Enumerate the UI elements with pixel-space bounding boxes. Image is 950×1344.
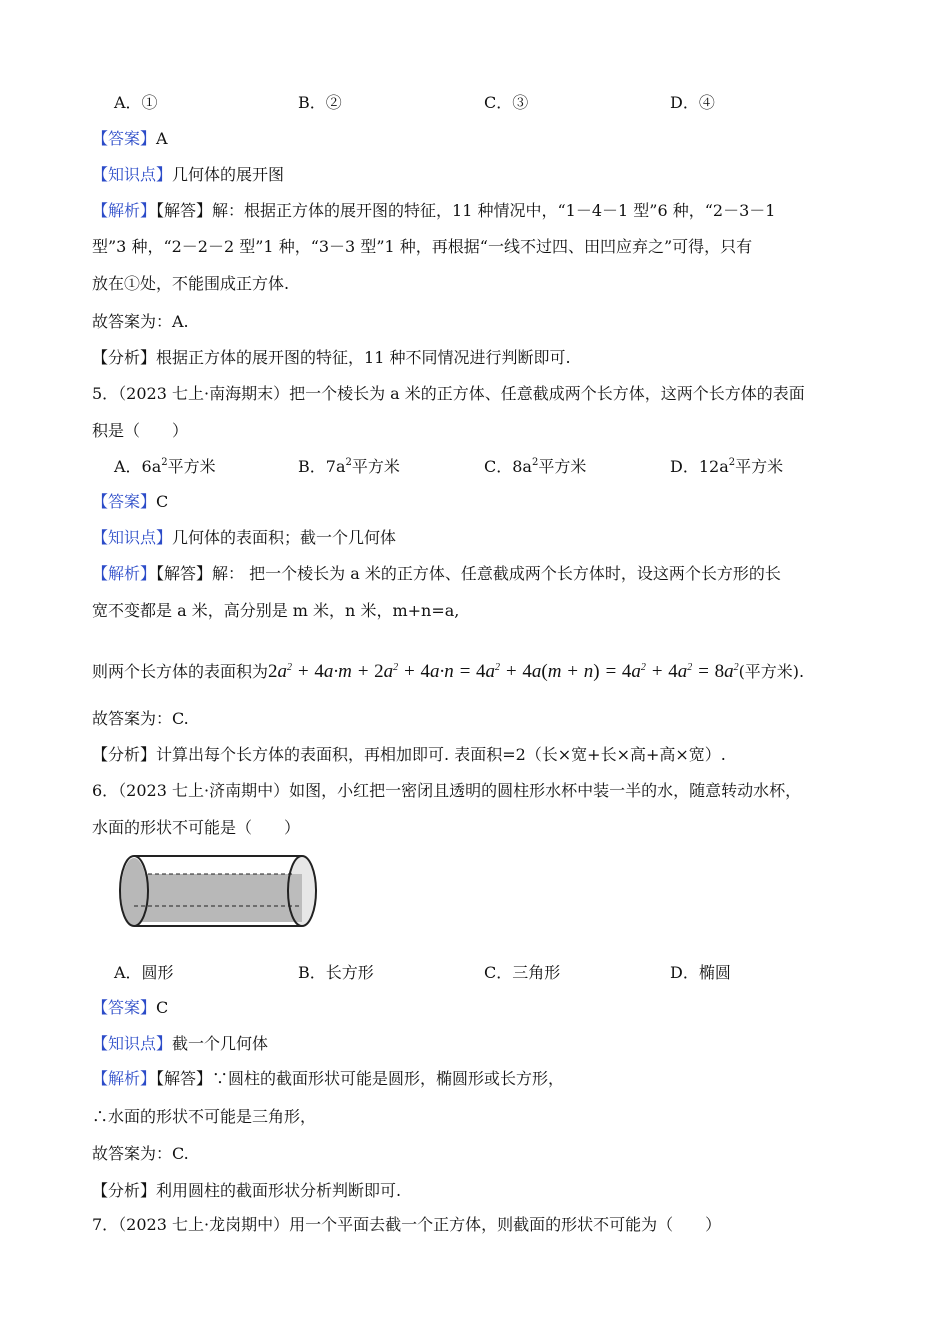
analysis-tag: 【分析】 <box>92 1181 157 1200</box>
q4-analysis <box>92 347 870 369</box>
q4-solution-line-1 <box>92 200 870 222</box>
analysis-tag: 【分析】 <box>92 348 157 367</box>
q5-option-a <box>114 456 216 478</box>
surface-area-equation: $2a^2 + 4a\cdot m + 2a^2 + 4a\cdot n = 4a^2 + 4a(m + n) = 4a^2 + 4a^2 = 8a^2$ <box>268 661 739 682</box>
knowledge-tag: 【知识点】 <box>92 528 173 547</box>
option-text: A．6a <box>114 457 162 476</box>
answer-value: C <box>156 998 169 1017</box>
q5-option-c <box>484 456 586 478</box>
knowledge-tag: 【知识点】 <box>92 1034 173 1053</box>
equation-suffix: (平方米). <box>738 662 805 681</box>
q4-conclusion: 故答案为：A. <box>92 312 189 331</box>
q5-option-d <box>670 456 783 478</box>
option-unit: 平方米 <box>167 457 216 476</box>
solution-text: 【解答】∵圆柱的截面形状可能是圆形，椭圆形或长方形， <box>156 1069 565 1088</box>
option-unit: 平方米 <box>735 457 784 476</box>
q5-option-b <box>298 456 400 478</box>
q4-answer <box>92 128 870 150</box>
q4-knowledge-point <box>92 164 870 186</box>
answer-value: C <box>156 492 169 511</box>
analysis-tag: 【分析】 <box>92 745 157 764</box>
q7-stem-line-1: 7．（2023 七上·龙岗期中）用一个平面去截一个正方体，则截面的形状不可能为（ ） <box>92 1215 722 1234</box>
q4-option-a: A．① <box>114 93 158 112</box>
option-exponent: 2 <box>345 457 352 468</box>
option-exponent: 2 <box>161 457 168 468</box>
cylinder-water-icon <box>114 850 326 932</box>
knowledge-tag: 【知识点】 <box>92 165 173 184</box>
analysis-text: 根据正方体的展开图的特征，11 种不同情况进行判断即可. <box>156 348 571 367</box>
solution-text: 【解答】解： 把一个棱长为 a 米的正方体、任意截成两个长方体时，设这两个长方形的长 <box>156 564 781 583</box>
q4-solution-line-2: 型”3 种，“2－2－2 型”1 种，“3－3 型”1 种，再根据“一线不过四、田凹应弃之”可得，只有 <box>92 237 753 256</box>
knowledge-text: 几何体的展开图 <box>172 165 285 184</box>
q5-solution-line-2: 宽不变都是 a 米，高分别是 m 米，n 米，m+n=a, <box>92 601 460 620</box>
solution-tag: 【解析】 <box>92 564 157 583</box>
q5-stem-line-2: 积是（ ） <box>92 421 189 440</box>
option-text: D．12a <box>670 457 729 476</box>
option-text: B．7a <box>298 457 346 476</box>
answer-value: A <box>156 129 168 148</box>
solution-text: 【解答】解：根据正方体的展开图的特征，11 种情况中，“1－4－1 型”6 种，“2－3－1 <box>156 201 776 220</box>
equation-prefix: 则两个长方体的表面积为 <box>92 662 269 681</box>
q4-option-b: B．② <box>298 93 342 112</box>
q6-stem-line-1: 6．（2023 七上·济南期中）如图，小红把一密闭且透明的圆柱形水杯中装一半的水，随意转动水杯， <box>92 781 802 800</box>
analysis-text: 计算出每个长方体的表面积，再相加即可. 表面积=2（长×宽+长×高+高×宽）. <box>156 745 726 764</box>
answer-tag: 【答案】 <box>92 129 157 148</box>
q6-option-c: C．三角形 <box>484 963 561 982</box>
q6-option-d: D．椭圆 <box>670 963 731 982</box>
knowledge-text: 截一个几何体 <box>172 1034 269 1053</box>
analysis-text: 利用圆柱的截面形状分析判断即可. <box>156 1181 402 1200</box>
option-exponent: 2 <box>531 457 539 468</box>
q6-option-a: A．圆形 <box>114 963 174 982</box>
q5-equation-line <box>92 659 870 685</box>
option-unit: 平方米 <box>538 457 587 476</box>
q6-analysis <box>92 1180 870 1202</box>
q6-solution-line-2: ∴水面的形状不可能是三角形， <box>92 1107 317 1126</box>
q6-conclusion: 故答案为：C. <box>92 1144 189 1163</box>
option-text: C．8a <box>484 457 532 476</box>
q4-option-d: D．④ <box>670 93 715 112</box>
q6-option-b: B．长方形 <box>298 963 374 982</box>
q6-knowledge-point <box>92 1033 870 1055</box>
answer-tag: 【答案】 <box>92 998 157 1017</box>
q6-stem-line-2: 水面的形状不可能是（ ） <box>92 818 301 837</box>
q4-solution-line-3: 放在①处，不能围成正方体. <box>92 274 290 293</box>
solution-tag: 【解析】 <box>92 1069 157 1088</box>
q5-solution-line-1 <box>92 563 870 585</box>
q5-analysis <box>92 744 870 766</box>
q6-solution-line-1 <box>92 1068 870 1090</box>
knowledge-text: 几何体的表面积；截一个几何体 <box>172 528 397 547</box>
q5-conclusion: 故答案为：C. <box>92 709 189 728</box>
option-exponent: 2 <box>728 457 736 468</box>
q5-answer <box>92 491 870 513</box>
answer-tag: 【答案】 <box>92 492 157 511</box>
option-unit: 平方米 <box>351 457 400 476</box>
q5-stem-line-1: 5．（2023 七上·南海期末）把一个棱长为 a 米的正方体、任意截成两个长方体，这两个长方体的表面 <box>92 384 805 403</box>
q6-answer <box>92 997 870 1019</box>
q4-option-c: C．③ <box>484 93 529 112</box>
solution-tag: 【解析】 <box>92 201 157 220</box>
q5-knowledge-point <box>92 527 870 549</box>
